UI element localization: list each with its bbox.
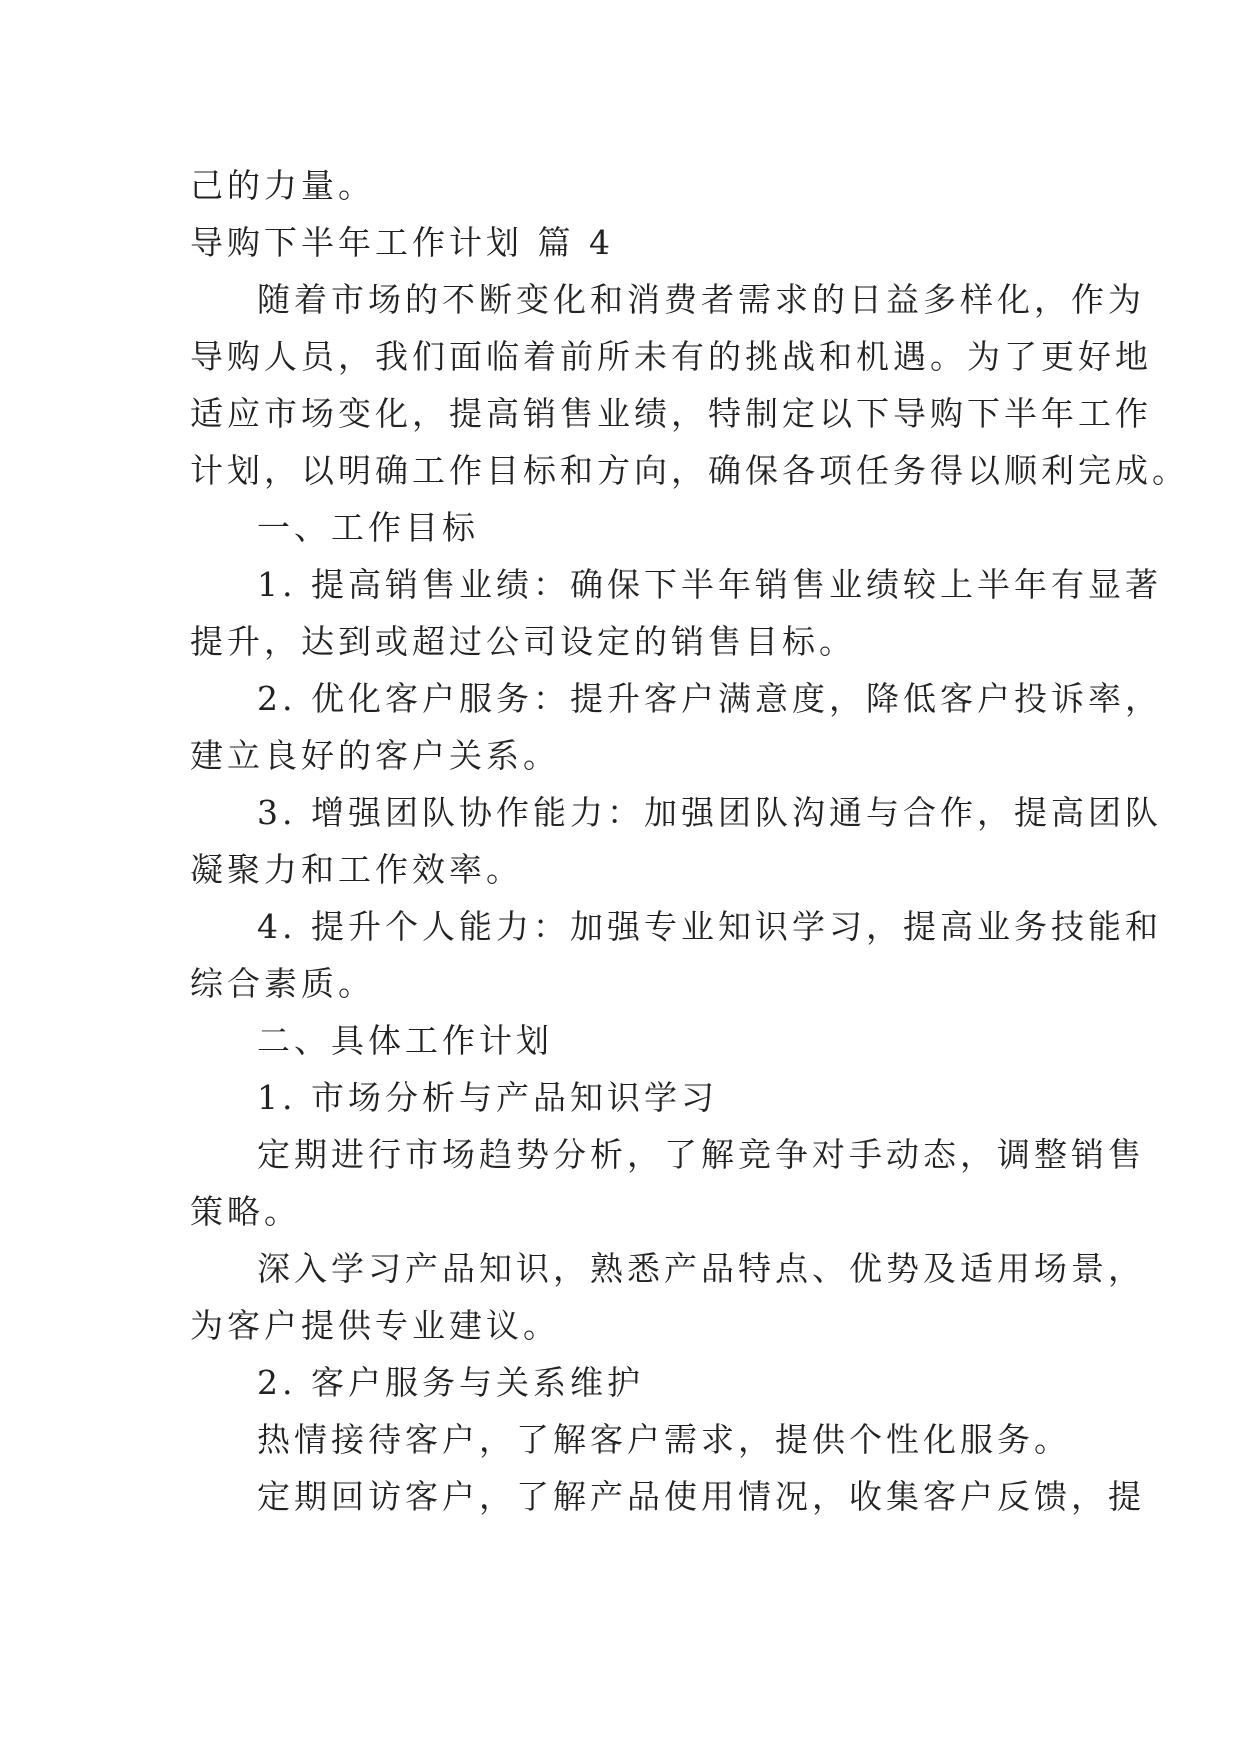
- paragraph-line: 计划，以明确工作目标和方向，确保各项任务得以顺利完成。: [190, 451, 1189, 490]
- list-item-line: 4. 提升个人能力：加强专业知识学习，提高业务技能和: [257, 907, 1162, 946]
- subheading-line: 二、具体工作计划: [257, 1021, 553, 1060]
- paragraph-line: 为客户提供专业建议。: [190, 1306, 560, 1345]
- list-item-line: 1. 提高销售业绩：确保下半年销售业绩较上半年有显著: [257, 565, 1162, 604]
- text-line: 己的力量。: [190, 166, 375, 205]
- section-heading: 导购下半年工作计划 篇 4: [190, 223, 614, 262]
- list-item-line: 凝聚力和工作效率。: [190, 850, 523, 889]
- list-item-line: 2. 优化客户服务：提升客户满意度，降低客户投诉率，: [257, 679, 1162, 718]
- paragraph-line: 定期进行市场趋势分析，了解竞争对手动态，调整销售: [257, 1135, 1145, 1174]
- paragraph-line: 深入学习产品知识，熟悉产品特点、优势及适用场景，: [257, 1249, 1145, 1288]
- list-item-line: 提升，达到或超过公司设定的销售目标。: [190, 622, 856, 661]
- paragraph-line: 随着市场的不断变化和消费者需求的日益多样化，作为: [257, 280, 1145, 319]
- paragraph-line: 热情接待客户，了解客户需求，提供个性化服务。: [257, 1420, 1071, 1459]
- list-item-line: 综合素质。: [190, 964, 375, 1003]
- list-item-line: 2. 客户服务与关系维护: [257, 1363, 644, 1402]
- paragraph-line: 定期回访客户，了解产品使用情况，收集客户反馈，提: [257, 1477, 1145, 1516]
- paragraph-line: 适应市场变化，提高销售业绩，特制定以下导购下半年工作: [190, 394, 1152, 433]
- paragraph-line: 策略。: [190, 1192, 301, 1231]
- paragraph-line: 导购人员，我们面临着前所未有的挑战和机遇。为了更好地: [190, 337, 1152, 376]
- subheading-line: 一、工作目标: [257, 508, 479, 547]
- list-item-line: 3. 增强团队协作能力：加强团队沟通与合作，提高团队: [257, 793, 1162, 832]
- list-item-line: 1. 市场分析与产品知识学习: [257, 1078, 718, 1117]
- list-item-line: 建立良好的客户关系。: [190, 736, 560, 775]
